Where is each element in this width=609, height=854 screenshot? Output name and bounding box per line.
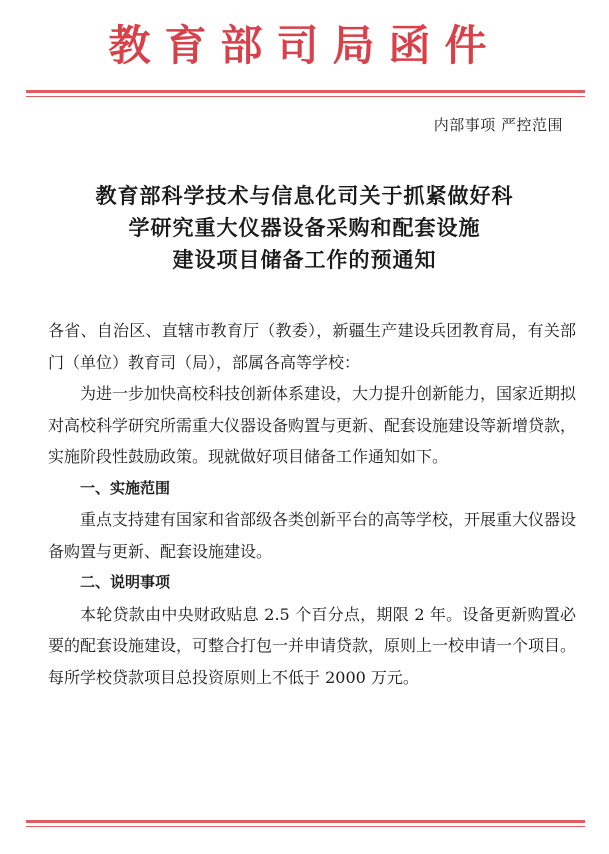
letterhead-title: 教育部司局函件 [108, 21, 501, 70]
section-2-paragraph: 本轮贷款由中央财政贴息 2.5 个百分点，期限 2 年。设备更新购置必要的配套设施建设，可整合打包一并申请贷款，原则上一校申请一个项目。每所学校贷款项目总投资原则上不低于 2000 万元。 [48, 604, 577, 687]
title-line-1: 教育部科学技术与信息化司关于抓紧做好科 [95, 183, 514, 208]
classification-label: 内部事项 严控范围 [433, 116, 563, 134]
intro-paragraph: 为进一步加快高校科技创新体系建设，大力提升创新能力，国家近期拟对高校科学研究所需重大仪器设备购置与更新、配套设施建设等新增贷款，实施阶段性鼓励政策。现就做好项目储备工作通知如下。 [48, 384, 577, 466]
title-line-2: 学研究重大仪器设备采购和配套设施 [128, 215, 481, 240]
title-line-3: 建设项目储备工作的预通知 [172, 247, 437, 272]
footer-rule-thick [26, 820, 585, 823]
document-body [48, 315, 576, 693]
section-2-heading: 二、说明事项 [80, 573, 171, 591]
header-rule-thick [26, 90, 585, 93]
recipients-paragraph: 各省、自治区、直辖市教育厅（教委），新疆生产建设兵团教育局，有关部门（单位）教育司（局），部属各高等学校： [48, 321, 576, 372]
footer-rule-thin [26, 826, 585, 827]
header-rule-thin [26, 96, 585, 97]
section-1-paragraph: 重点支持建有国家和省部级各类创新平台的高等学校，开展重大仪器设备购置与更新、配套设施建设。 [48, 510, 577, 561]
document-title [0, 180, 609, 276]
section-1-heading: 一、实施范围 [80, 478, 171, 497]
